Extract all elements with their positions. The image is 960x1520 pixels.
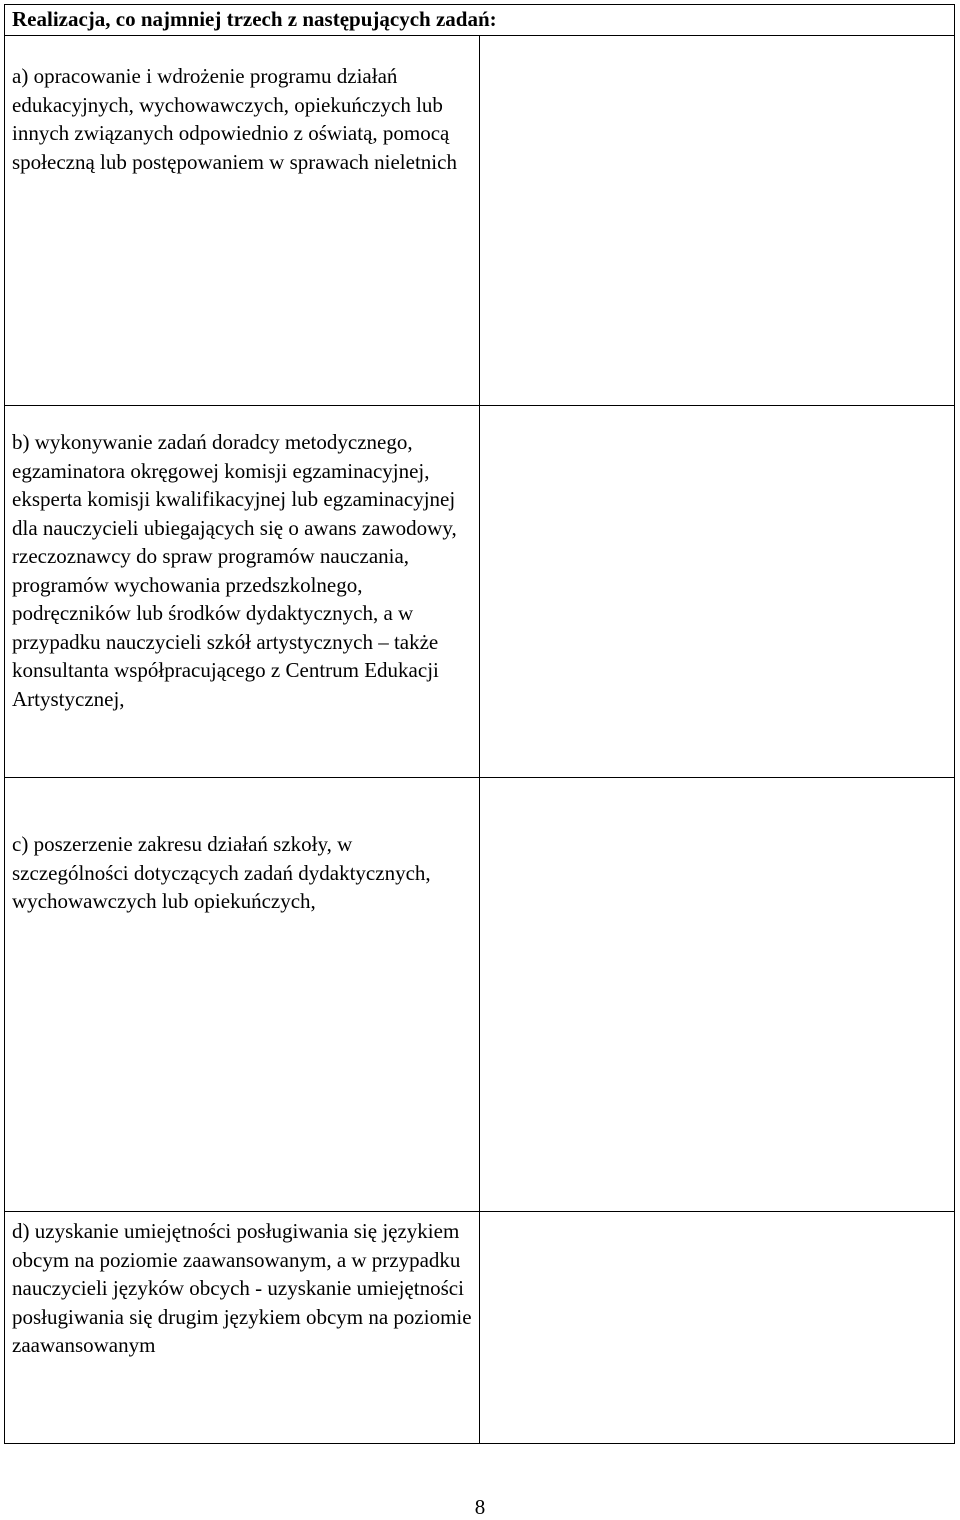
task-text-a: a) opracowanie i wdrożenie programu działań edukacyjnych, wychowawczych, opiekuńczych lub innych związanych odpowiednio z oświatą, pomocą społeczną lub postępowaniem w sprawach nieletnich: [12, 64, 457, 174]
table-row: [5, 36, 955, 406]
response-cell-c[interactable]: [480, 778, 955, 1212]
response-cell-d[interactable]: [480, 1212, 955, 1444]
table-header: Realizacja, co najmniej trzech z następujących zadań:: [5, 5, 955, 36]
table-row: [5, 778, 955, 1212]
table-row: [5, 406, 955, 778]
task-cell-b: [5, 406, 480, 778]
task-cell-a: [5, 36, 480, 406]
response-cell-b[interactable]: [480, 406, 955, 778]
task-text-b: b) wykonywanie zadań doradcy metodycznego, egzaminatora okręgowej komisji egzaminacyjnej, eksperta komisji kwalifikacyjnej lub egzaminacyjnej dla nauczycieli ubiegających się o awans zawodowy, rzeczoznawcy do spraw programów nauczania, programów wychowania przedszkolnego, podręczników lub środków dydaktycznych, a w przypadku nauczycieli szkół artystycznych – także konsultanta współpracującego z Centrum Edukacji Artystycznej,: [12, 430, 457, 711]
task-cell-d: [5, 1212, 480, 1444]
task-text-d: d) uzyskanie umiejętności posługiwania się językiem obcym na poziomie zaawansowanym, a w przypadku nauczycieli języków obcych - uzyskanie umiejętności posługiwania się drugim językiem obcym na poziomie zaawansowanym: [12, 1219, 472, 1357]
page-number: 8: [474, 1495, 486, 1519]
table-row: [5, 1212, 955, 1444]
task-cell-c: [5, 778, 480, 1212]
table-header-row: [5, 5, 955, 36]
response-cell-a[interactable]: [480, 36, 955, 406]
tasks-table: [4, 4, 955, 1444]
task-text-c: c) poszerzenie zakresu działań szkoły, w szczególności dotyczących zadań dydaktycznych, wychowawczych lub opiekuńczych,: [12, 832, 431, 913]
